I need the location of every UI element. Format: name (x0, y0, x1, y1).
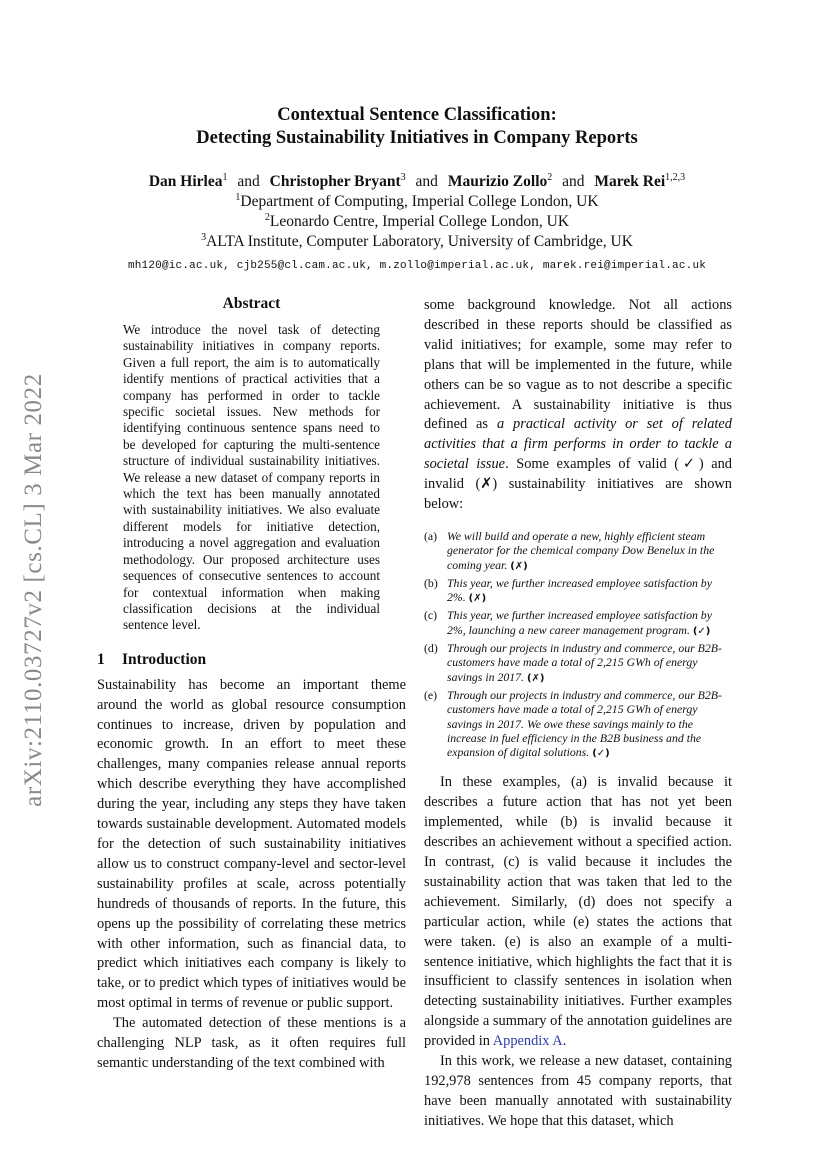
section-title: Introduction (122, 650, 207, 668)
definition-text-end: . Some examples of valid (✓) and invalid (✗) sustainability initiatives are shown below: (424, 456, 732, 513)
author-affil-sup: 3 (400, 172, 406, 183)
example-text: Through our projects in industry and commerce, our B2B-customers have made a total of 2,215 GWh of energy savings in 2017. (447, 641, 722, 684)
affiliation-text: Department of Computing, Imperial College London, UK (240, 193, 599, 210)
example-list (424, 529, 732, 761)
left-column (97, 294, 406, 1074)
affiliation-text: ALTA Institute, Computer Laboratory, University of Cambridge, UK (206, 233, 633, 250)
valid-check-icon: (✓) (592, 748, 610, 760)
intro-paragraph-1: Sustainability has become an important theme around the world as global resource consumption continues to increase, driven by population and economic growth. In an effort to meet these challenges, many companies release annual reports which describe everything they have accomplished during the year, including any steps they have taken towards sustainable development. Automated models for the detection of such sustainability initiatives allow us to construct company-level and sector-level sustainability profiles at scale, across potentially hundreds of thousands of reports. In the future, this opens up the possibility of correlating these metrics with other information, such as financial data, to predict which initiatives each company is likely to take, or to predict which types of initiatives would be most optimal in terms of revenue or public support. (97, 676, 406, 1012)
author-name: Dan Hirlea (148, 173, 223, 190)
paper-header (90, 104, 744, 274)
author-name: Christopher Bryant (269, 173, 401, 190)
affiliation (90, 192, 744, 212)
affiliation-sup: 1 (235, 192, 241, 203)
section-number: 1 (97, 650, 105, 668)
example-label: (c) (424, 608, 438, 623)
arxiv-sidebar (12, 330, 56, 850)
affiliation (90, 212, 744, 232)
valid-check-icon: (✓) (692, 625, 711, 637)
invalid-mark-icon: (✗) (468, 593, 487, 605)
affiliation-text: Leonardo Centre, Imperial College London, UK (269, 213, 570, 230)
title-line-1: Contextual Sentence Classification: (277, 105, 557, 125)
author-separator: and (415, 173, 438, 190)
example-text: We will build and operate a new, highly efficient steam generator for the chemical company Dow Benelux in the coming year. (447, 528, 715, 572)
example-text: This year, we further increased employee satisfaction by 2%, launching a new career management program. (447, 608, 712, 637)
right-column (424, 296, 732, 1132)
author-name: Maurizio Zollo (447, 173, 548, 190)
example-label: (d) (424, 641, 438, 656)
contribution-paragraph: In this work, we release a new dataset, containing 192,978 sentences from 45 company reports, that have been manually annotated with sustainability initiatives. We hope that this dataset, which (424, 1053, 732, 1129)
author-affil-sup: 1,2,3 (665, 172, 686, 183)
author-list (90, 172, 744, 192)
author-separator: and (562, 173, 585, 190)
example-label: (e) (424, 687, 438, 702)
section-heading-introduction (97, 650, 406, 670)
discussion-text: In these examples, (a) is invalid because it describes a future action that has not yet been implemented, while (b) is invalid because it describes an achievement without a specified action. In contrast, (c) is valid because it includes the sustainability action that was taken that led to the achievement. Similarly, (d) does not specify a particular action, while (e) states the actions that were taken. (e) is also an example of a multi-sentence initiative, which highlights the fact that it is insufficient to classify sentences in isolation when detecting sustainability initiatives. Further examples alongside a summary of the annotation guidelines are provided in (424, 774, 732, 1050)
paper-title (90, 104, 744, 150)
intro-paragraph-2: The automated detection of these mentions is a challenging NLP task, as it often requires full semantic understanding of the text combined with (97, 1015, 406, 1071)
example-item (424, 608, 732, 639)
example-item (424, 529, 732, 574)
author-separator: and (237, 173, 260, 190)
author-name: Marek Rei (594, 173, 666, 190)
example-label: (a) (424, 528, 438, 543)
example-item (424, 576, 732, 607)
examples-discussion-paragraph (424, 773, 732, 1052)
affiliation-sup: 3 (201, 232, 207, 243)
affiliation (90, 232, 744, 252)
invalid-mark-icon: (✗) (510, 560, 528, 572)
affiliation-sup: 2 (264, 212, 270, 223)
author-affil-sup: 1 (222, 172, 228, 183)
example-item (424, 688, 732, 761)
definition-text-start: some background knowledge. Not all actions described in these reports should be classified as valid initiatives; for example, some may refer to plans that will be implemented in the future, while others can be so vague as to not describe a specific achievement. A sustainability initiative is thus defined as (424, 297, 732, 433)
abstract-text: We introduce the novel task of detecting sustainability initiatives in company reports. Given a full report, the aim is to automatically identify mentions of practical activities that a company has performed in order to tackle specific societal issues. New methods for identifying continuous sentence spans need to be developed for capturing the multi-sentence structure of individual sustainability initiatives. We release a new dataset of company reports in which the text has been manually annotated with sustainability initiatives. We also evaluate different models for initiative detection, introducing a novel aggregation and evaluation methodology. Our proposed architecture uses sequences of consecutive sentences to account for contextual information when making classification decisions at the individual sentence level. (123, 322, 380, 633)
abstract-heading: Abstract (222, 295, 281, 312)
author-emails: mh120@ic.ac.uk, cjb255@cl.cam.ac.uk, m.zollo@imperial.ac.uk, marek.rei@imperial.ac.uk (127, 260, 707, 272)
definition-paragraph (424, 296, 732, 515)
title-line-2: Detecting Sustainability Initiatives in Company Reports (196, 128, 638, 148)
initiative-definition: a practical activity or set of related activities that a firm performs in order to tackle a societal issue (424, 416, 732, 473)
author-affil-sup: 2 (547, 172, 553, 183)
example-text: Through our projects in industry and commerce, our B2B-customers have made a total of 2,215 GWh of energy savings in 2017. We owe these savings mainly to the increase in fuel efficiency in the B2B business and the expansion of digital solutions. (447, 687, 722, 760)
appendix-a-link[interactable]: Appendix A (492, 1033, 563, 1050)
invalid-mark-icon: (✗) (526, 672, 545, 684)
example-item (424, 641, 732, 686)
arxiv-identifier: arXiv:2110.03727v2 [cs.CL] 3 Mar 2022 (20, 373, 47, 807)
discussion-end: . (562, 1033, 567, 1050)
example-text: This year, we further increased employee satisfaction by 2%. (447, 575, 712, 605)
example-label: (b) (424, 575, 438, 590)
